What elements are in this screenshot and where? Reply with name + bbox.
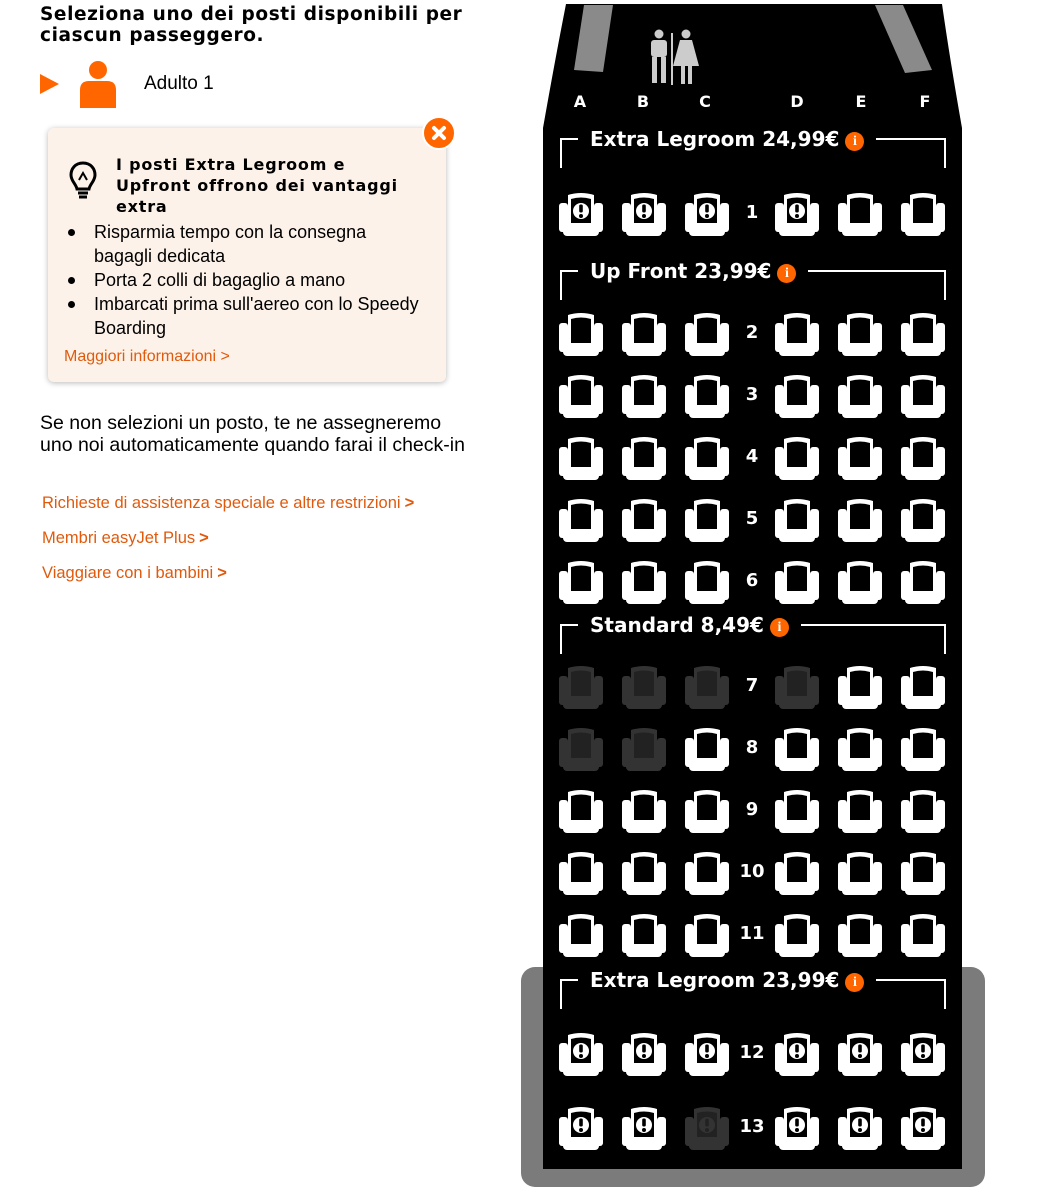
column-label-a: A: [573, 92, 587, 111]
seat-5f[interactable]: [898, 496, 948, 544]
seat-icon: [835, 911, 885, 959]
seat-icon: [556, 558, 606, 606]
seat-section-header: [560, 259, 946, 302]
seat-icon: [835, 725, 885, 773]
seat-icon: [619, 558, 669, 606]
row-number: 4: [745, 446, 759, 467]
seat-12a[interactable]: [556, 1030, 606, 1078]
section-price-text: Extra Legroom 24,99€: [590, 127, 840, 151]
seat-icon: [898, 849, 948, 897]
seat-icon: [772, 310, 822, 358]
passenger-label: Adulto 1: [144, 73, 214, 94]
seat-2f[interactable]: [898, 310, 948, 358]
seat-3b[interactable]: [619, 372, 669, 420]
seat-icon: [835, 190, 885, 238]
seat-icon: [556, 787, 606, 835]
seat-icon: [556, 849, 606, 897]
section-label: [578, 258, 808, 284]
seat-section-header: [560, 968, 946, 1011]
seat-9c[interactable]: [682, 787, 732, 835]
seat-10d[interactable]: [772, 849, 822, 897]
seat-icon: [772, 434, 822, 482]
seat-icon: [898, 1104, 948, 1152]
seat-icon: [556, 1030, 606, 1078]
seat-icon: [682, 849, 732, 897]
row-number: 7: [745, 675, 759, 696]
info-icon[interactable]: i: [845, 973, 864, 992]
seat-section-header: [560, 127, 946, 170]
seat-icon: [619, 1104, 669, 1152]
seat-8a: [556, 725, 606, 773]
seat-icon: [619, 663, 669, 711]
seat-8e[interactable]: [835, 725, 885, 773]
seat-icon: [619, 725, 669, 773]
seat-icon: [835, 787, 885, 835]
seat-3f[interactable]: [898, 372, 948, 420]
seat-12c[interactable]: [682, 1030, 732, 1078]
seat-icon: [772, 911, 822, 959]
seat-12e[interactable]: [835, 1030, 885, 1078]
seat-9f[interactable]: [898, 787, 948, 835]
more-info-link[interactable]: Maggiori informazioni >: [64, 348, 230, 365]
seat-icon: [772, 787, 822, 835]
seat-icon: [772, 1030, 822, 1078]
tooltip-heading: I posti Extra Legroom e Upfront offrono dei vantaggi extra: [116, 155, 398, 216]
seat-2b[interactable]: [619, 310, 669, 358]
row-number: 5: [745, 508, 759, 529]
seat-3a[interactable]: [556, 372, 606, 420]
seat-icon: [619, 787, 669, 835]
column-label-b: B: [636, 92, 650, 111]
section-price-text: Extra Legroom 23,99€: [590, 968, 840, 992]
seat-7d: [772, 663, 822, 711]
seat-icon: [772, 190, 822, 238]
seat-icon: [898, 1030, 948, 1078]
seat-7b: [619, 663, 669, 711]
seat-icon: [556, 911, 606, 959]
seat-11a[interactable]: [556, 911, 606, 959]
seat-4a[interactable]: [556, 434, 606, 482]
section-label: [578, 612, 801, 638]
seat-10e[interactable]: [835, 849, 885, 897]
seat-12d[interactable]: [772, 1030, 822, 1078]
seat-icon: [682, 1104, 732, 1152]
seat-1d[interactable]: [772, 190, 822, 238]
seat-icon: [619, 1030, 669, 1078]
seat-3e[interactable]: [835, 372, 885, 420]
info-icon[interactable]: i: [845, 132, 864, 151]
page-title: Seleziona uno dei posti disponibili per ciascun passeggero.: [40, 4, 463, 46]
seat-icon: [682, 787, 732, 835]
seat-7c: [682, 663, 732, 711]
seat-11c[interactable]: [682, 911, 732, 959]
seat-icon: [835, 372, 885, 420]
list-item: Risparmia tempo con la consegna bagagli dedicata: [66, 220, 426, 268]
seat-icon: [898, 496, 948, 544]
seat-icon: [835, 1104, 885, 1152]
section-label: [578, 967, 876, 993]
seat-6c[interactable]: [682, 558, 732, 606]
seat-icon: [835, 849, 885, 897]
seat-icon: [898, 725, 948, 773]
seat-2c[interactable]: [682, 310, 732, 358]
seat-icon: [682, 725, 732, 773]
seat-13b[interactable]: [619, 1104, 669, 1152]
seat-icon: [682, 558, 732, 606]
info-icon[interactable]: i: [777, 264, 796, 283]
seat-9e[interactable]: [835, 787, 885, 835]
seat-8d[interactable]: [772, 725, 822, 773]
column-label-e: E: [855, 92, 867, 111]
seat-2e[interactable]: [835, 310, 885, 358]
seat-6b[interactable]: [619, 558, 669, 606]
seat-11d[interactable]: [772, 911, 822, 959]
seat-icon: [619, 190, 669, 238]
seat-5d[interactable]: [772, 496, 822, 544]
seat-icon: [556, 434, 606, 482]
seat-7a: [556, 663, 606, 711]
row-number: 10: [739, 861, 765, 882]
seat-10a[interactable]: [556, 849, 606, 897]
seat-10f[interactable]: [898, 849, 948, 897]
list-item: Porta 2 colli di bagaglio a mano: [66, 268, 426, 292]
seat-icon: [682, 434, 732, 482]
seat-icon: [772, 1104, 822, 1152]
column-label-f: F: [919, 92, 931, 111]
seat-icon: [835, 558, 885, 606]
seat-1c[interactable]: [682, 190, 732, 238]
seat-9a[interactable]: [556, 787, 606, 835]
seat-13a[interactable]: [556, 1104, 606, 1152]
seat-13f[interactable]: [898, 1104, 948, 1152]
seat-icon: [556, 725, 606, 773]
seat-icon: [682, 190, 732, 238]
seat-icon: [619, 496, 669, 544]
seat-icon: [619, 434, 669, 482]
seat-11b[interactable]: [619, 911, 669, 959]
seat-8c[interactable]: [682, 725, 732, 773]
auto-assign-notice: Se non selezioni un posto, te ne assegneremo uno noi automaticamente quando farai il check-in: [40, 412, 465, 456]
row-number: 3: [745, 384, 759, 405]
seat-icon: [556, 1104, 606, 1152]
seat-icon: [556, 663, 606, 711]
seat-icon: [772, 558, 822, 606]
seat-icon: [619, 911, 669, 959]
seat-1e[interactable]: [835, 190, 885, 238]
seat-icon: [682, 1030, 732, 1078]
seat-icon: [898, 372, 948, 420]
seat-icon: [772, 496, 822, 544]
seat-icon: [898, 434, 948, 482]
seat-icon: [682, 663, 732, 711]
seat-2a[interactable]: [556, 310, 606, 358]
seat-icon: [556, 310, 606, 358]
seat-5b[interactable]: [619, 496, 669, 544]
seat-icon: [619, 849, 669, 897]
travel-with-children-link[interactable]: Viaggiare con i bambini >: [42, 564, 227, 582]
seat-6e[interactable]: [835, 558, 885, 606]
seat-8f[interactable]: [898, 725, 948, 773]
seat-icon: [619, 372, 669, 420]
seat-10b[interactable]: [619, 849, 669, 897]
seat-icon: [835, 496, 885, 544]
seat-icon: [835, 434, 885, 482]
seat-4c[interactable]: [682, 434, 732, 482]
seat-icon: [556, 496, 606, 544]
info-icon[interactable]: i: [770, 618, 789, 637]
seat-5a[interactable]: [556, 496, 606, 544]
seat-13d[interactable]: [772, 1104, 822, 1152]
seat-12b[interactable]: [619, 1030, 669, 1078]
seat-6d[interactable]: [772, 558, 822, 606]
seat-section-header: [560, 613, 946, 656]
seat-icon: [682, 372, 732, 420]
seat-6a[interactable]: [556, 558, 606, 606]
seat-icon: [835, 310, 885, 358]
seat-icon: [835, 1030, 885, 1078]
row-number: 6: [745, 570, 759, 591]
seat-9d[interactable]: [772, 787, 822, 835]
seat-icon: [772, 372, 822, 420]
seat-icon: [772, 663, 822, 711]
seat-icon: [619, 310, 669, 358]
seat-12f[interactable]: [898, 1030, 948, 1078]
seat-13c: [682, 1104, 732, 1152]
section-price-text: Up Front 23,99€: [590, 259, 772, 283]
seat-5e[interactable]: [835, 496, 885, 544]
seat-7e[interactable]: [835, 663, 885, 711]
seat-icon: [898, 558, 948, 606]
row-number: 12: [739, 1042, 765, 1063]
seat-icon: [898, 663, 948, 711]
seat-13e[interactable]: [835, 1104, 885, 1152]
column-label-d: D: [790, 92, 804, 111]
seat-1a[interactable]: [556, 190, 606, 238]
list-item: Imbarcati prima sull'aereo con lo Speedy Boarding: [66, 292, 426, 340]
seat-icon: [898, 190, 948, 238]
row-number: 11: [739, 923, 765, 944]
seat-8b: [619, 725, 669, 773]
row-number: 1: [745, 202, 759, 223]
seat-icon: [772, 725, 822, 773]
seat-10c[interactable]: [682, 849, 732, 897]
row-number: 13: [739, 1116, 765, 1137]
seat-icon: [898, 787, 948, 835]
seat-11f[interactable]: [898, 911, 948, 959]
section-label: [578, 126, 876, 152]
seat-icon: [682, 496, 732, 544]
seat-icon: [898, 310, 948, 358]
seat-5c[interactable]: [682, 496, 732, 544]
row-number: 2: [745, 322, 759, 343]
seat-9b[interactable]: [619, 787, 669, 835]
seat-4e[interactable]: [835, 434, 885, 482]
row-number: 8: [745, 737, 759, 758]
seat-3d[interactable]: [772, 372, 822, 420]
seat-7f[interactable]: [898, 663, 948, 711]
seat-4f[interactable]: [898, 434, 948, 482]
column-label-c: C: [699, 92, 711, 111]
seat-icon: [772, 849, 822, 897]
seat-icon: [682, 310, 732, 358]
seat-icon: [898, 911, 948, 959]
seat-4b[interactable]: [619, 434, 669, 482]
seat-icon: [556, 372, 606, 420]
row-number: 9: [745, 799, 759, 820]
special-assistance-link[interactable]: Richieste di assistenza speciale e altre restrizioni >: [42, 494, 415, 512]
seat-icon: [556, 190, 606, 238]
seat-4d[interactable]: [772, 434, 822, 482]
seat-icon: [835, 663, 885, 711]
seat-icon: [682, 911, 732, 959]
seat-1b[interactable]: [619, 190, 669, 238]
easyjet-plus-link[interactable]: Membri easyJet Plus >: [42, 529, 209, 547]
seat-11e[interactable]: [835, 911, 885, 959]
seat-3c[interactable]: [682, 372, 732, 420]
seat-1f[interactable]: [898, 190, 948, 238]
seat-6f[interactable]: [898, 558, 948, 606]
section-price-text: Standard 8,49€: [590, 613, 764, 637]
seat-2d[interactable]: [772, 310, 822, 358]
